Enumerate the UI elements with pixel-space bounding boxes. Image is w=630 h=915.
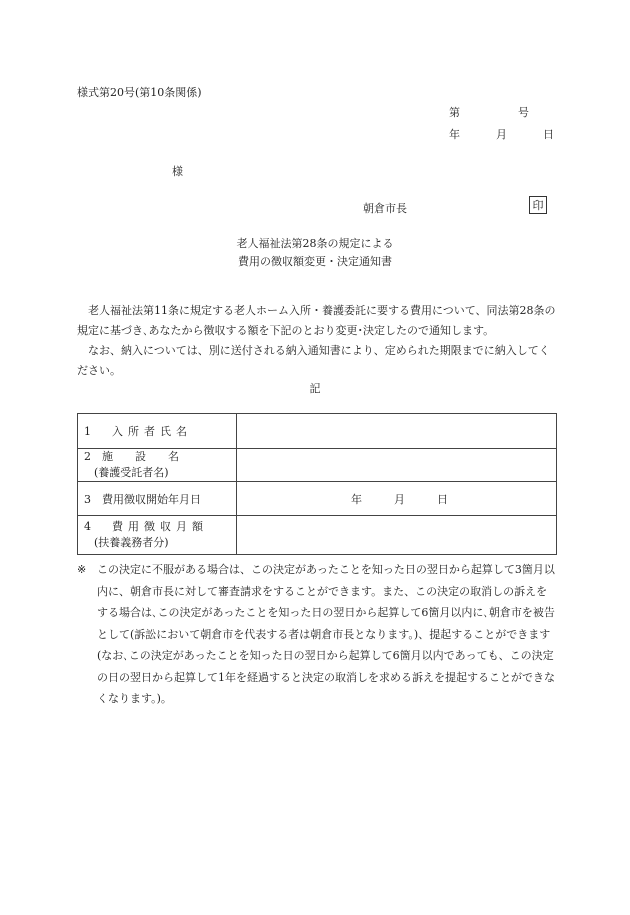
appeal-note bbox=[77, 559, 557, 710]
number-suffix: 号 bbox=[518, 106, 529, 119]
month-label: 月 bbox=[496, 128, 507, 141]
number-prefix: 第 bbox=[449, 106, 460, 119]
monthly-fee-value bbox=[237, 516, 557, 555]
monthly-fee-label-main: 4 費用徴収月額 bbox=[84, 520, 208, 533]
document-title bbox=[0, 235, 630, 271]
resident-name-value bbox=[237, 414, 557, 449]
addressee-honorific: 様 bbox=[172, 165, 183, 178]
title-line-1: 老人福祉法第28条の規定による bbox=[236, 237, 394, 250]
start-date-label: 3 費用徴収開始年月日 bbox=[78, 482, 237, 516]
title-line-2: 費用の徴収額変更・決定通知書 bbox=[238, 255, 392, 268]
details-table bbox=[77, 413, 557, 555]
table-row bbox=[78, 482, 557, 516]
form-number: 様式第20号(第10条関係) bbox=[77, 86, 202, 99]
issue-date-line bbox=[449, 126, 554, 142]
day-label: 日 bbox=[543, 128, 554, 141]
facility-label-sub: (養護受託者名) bbox=[94, 466, 169, 479]
table-row bbox=[78, 449, 557, 482]
resident-name-label: 1 入所者氏名 bbox=[78, 414, 237, 449]
start-year: 年 bbox=[351, 492, 362, 506]
body-text bbox=[77, 301, 557, 381]
start-day: 日 bbox=[437, 492, 448, 506]
body-paragraph-1: 老人福祉法第11条に規定する老人ホーム入所・養護委託に要する費用について、同法第28条の規定に基づき､あなたから徴収する額を下記のとおり変更･決定したので通知します。 bbox=[77, 304, 556, 337]
seal-box bbox=[529, 196, 547, 214]
table-row bbox=[78, 414, 557, 449]
monthly-fee-label bbox=[78, 516, 237, 555]
table-row bbox=[78, 516, 557, 555]
ki-heading: 記 bbox=[309, 382, 321, 395]
seal-text: 印 bbox=[532, 199, 544, 212]
facility-label bbox=[78, 449, 237, 482]
year-label: 年 bbox=[449, 128, 460, 141]
start-date-value bbox=[237, 482, 557, 516]
document-number-line bbox=[449, 104, 529, 120]
body-paragraph-2: なお、納入については、別に送付される納入通知書により、定められた期限までに納入してください。 bbox=[77, 344, 550, 377]
start-month: 月 bbox=[394, 492, 405, 506]
monthly-fee-label-sub: (扶養義務者分) bbox=[94, 536, 169, 549]
facility-value bbox=[237, 449, 557, 482]
note-text: この決定に不服がある場合は、この決定があったことを知った日の翌日から起算して3箇月以内に、朝倉市長に対して審査請求をすることができます。また、この決定の取消しの訴えをする場合は､この決定があったことを知った日の翌日から起算して6箇月以内に､朝倉市を被告として(訴訟において朝倉市を代表する者は朝倉市長となります。)、提起することができます(なお､この決定があったことを知った日の翌日から起算して6箇月以内であっても、この決定の日の翌日から起算して1年を経過すると決定の取消しを求める訴えを提起することができなくなります。)。 bbox=[97, 563, 555, 705]
note-mark: ※ bbox=[77, 563, 87, 576]
facility-label-main: 2 施 設 名 bbox=[84, 450, 179, 463]
issuer-name: 朝倉市長 bbox=[363, 202, 407, 215]
